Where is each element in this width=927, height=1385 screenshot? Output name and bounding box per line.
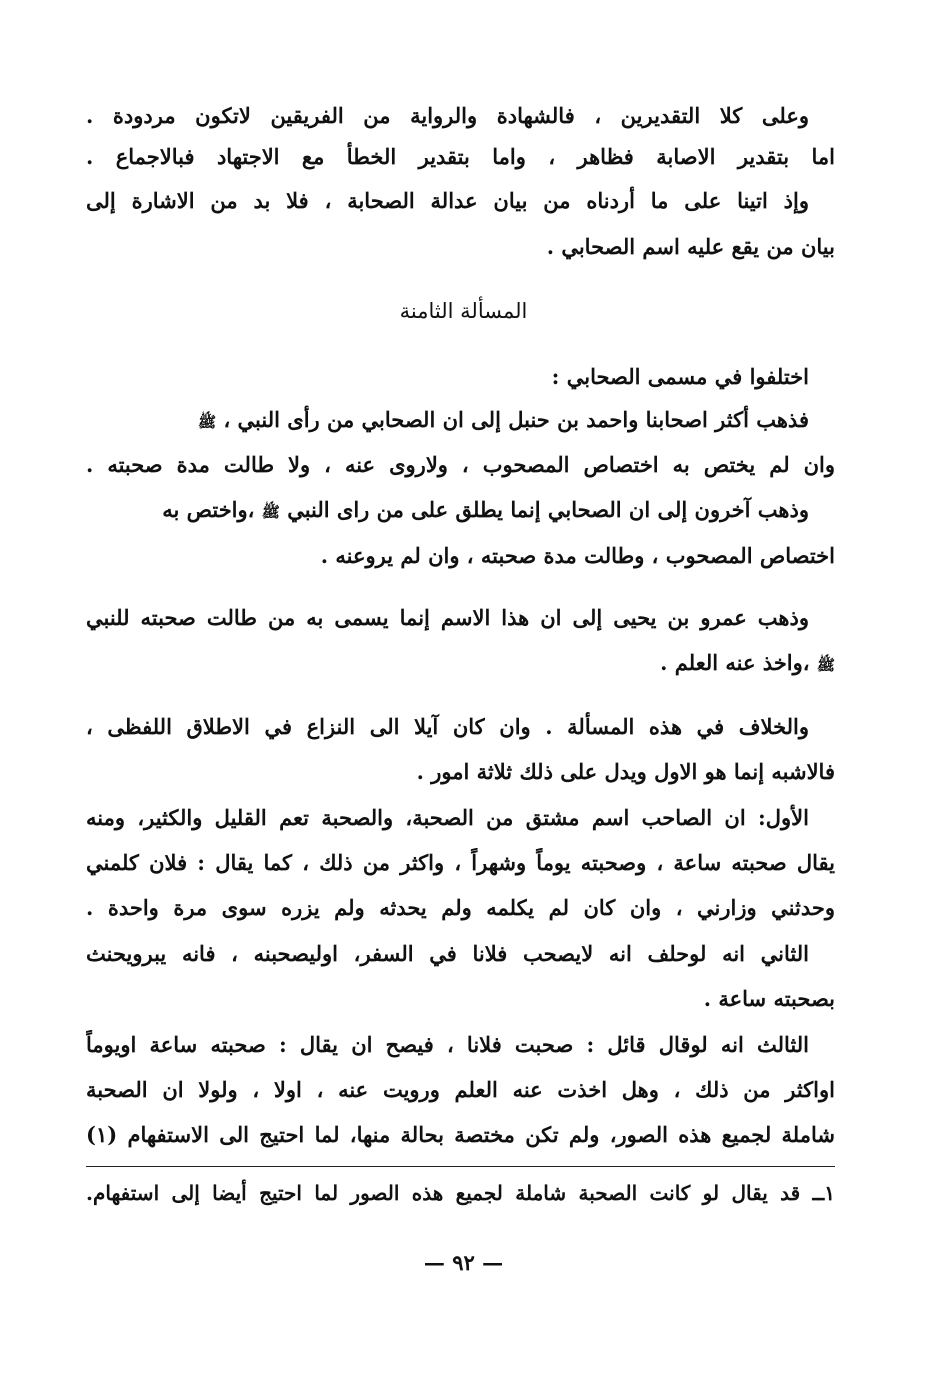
text-line-13: فالاشبه إنما هو الاول ويدل على ذلك ثلاثة امور .	[416, 759, 835, 784]
text-line-5: اختلفوا في مسمى الصحابي :	[551, 364, 809, 389]
salawat-seal-icon: ﷺ	[816, 655, 835, 674]
salawat-seal-icon: ﷺ	[198, 412, 217, 431]
salawat-seal-icon: ﷺ	[261, 502, 280, 521]
text-line-10: وذهب عمرو بن يحيى إلى ان هذا الاسم إنما يسمى به من طالت صحبته للنبي	[86, 605, 809, 630]
text-line-21: شاملة لجميع هذه الصور، ولم تكن مختصة بحالة منها، لما احتيج الى الاستفهام (١)	[86, 1122, 835, 1147]
text-line-14: الأول: ان الصاحب اسم مشتق من الصحبة، والصحبة تعم القليل والكثير، ومنه	[86, 805, 809, 830]
text-line-12: والخلاف في هذه المسألة . وان كان آيلا الى النزاع في الاطلاق اللفظى ،	[86, 714, 809, 739]
text-line-15: يقال صحبته ساعة ، وصحبته يوماً وشهراً ، واكثر من ذلك ، كما يقال : فلان كلمني	[86, 850, 835, 875]
text-line-7: وان لم يختص به اختصاص المصحوب ، ولاروى عنه ، ولا طالت مدة صحبته .	[86, 452, 835, 477]
text-line-6	[86, 405, 809, 437]
text-line-3: وإذ اتينا على ما أردناه من بيان عدالة الصحابة ، فلا بد من الاشارة إلى	[86, 188, 809, 213]
footnote: ١ــ قد يقال لو كانت الصحبة شاملة لجميع هذه الصور لما احتيج أيضا إلى استفهام.	[86, 1181, 835, 1205]
text-line-4: بيان من يقع عليه اسم الصحابي .	[546, 234, 835, 259]
text-line-2: اما بتقدير الاصابة فظاهر ، واما بتقدير الخطأ مع الاجتهاد فبالاجماع .	[86, 144, 835, 169]
text-line-11	[86, 648, 835, 680]
page-number: — ٩٢ —	[423, 1250, 504, 1275]
text-line-11-text: ،واخذ عنه العلم .	[660, 650, 810, 675]
text-line-6-text: فذهب أكثر اصحابنا واحمد بن حنبل إلى ان الصحابي من رأى النبي ،	[223, 407, 809, 432]
text-line-20: اواكثر من ذلك ، وهل اخذت عنه العلم ورويت عنه ، اولا ، ولولا ان الصحبة	[86, 1077, 835, 1102]
text-line-8	[86, 495, 809, 527]
text-line-16: وحدثني وزارني ، وان كان لم يكلمه ولم يحدثه ولم يزره سوى مرة واحدة .	[86, 895, 835, 920]
footnote-divider	[86, 1166, 835, 1167]
text-line-8-end: ،واختص به	[162, 497, 255, 522]
text-line-18: بصحبته ساعة .	[703, 986, 835, 1011]
text-line-1: وعلى كلا التقديرين ، فالشهادة والرواية من الفريقين لاتكون مردودة .	[86, 103, 809, 128]
text-line-8-text: وذهب آخرون إلى ان الصحابي إنما يطلق على من راى النبي	[287, 497, 809, 522]
text-line-17: الثاني انه لوحلف انه لايصحب فلانا في السفر، اوليصحبنه ، فانه يبرويحنث	[86, 941, 809, 966]
text-line-9: اختصاص المصحوب ، وطالت مدة صحبته ، وان لم يروعنه .	[320, 543, 835, 568]
text-line-19: الثالث انه لوقال قائل : صحبت فلانا ، فيصح ان يقال : صحبته ساعة اويوماً	[86, 1032, 809, 1057]
section-heading: المسألة الثامنة	[399, 299, 528, 323]
